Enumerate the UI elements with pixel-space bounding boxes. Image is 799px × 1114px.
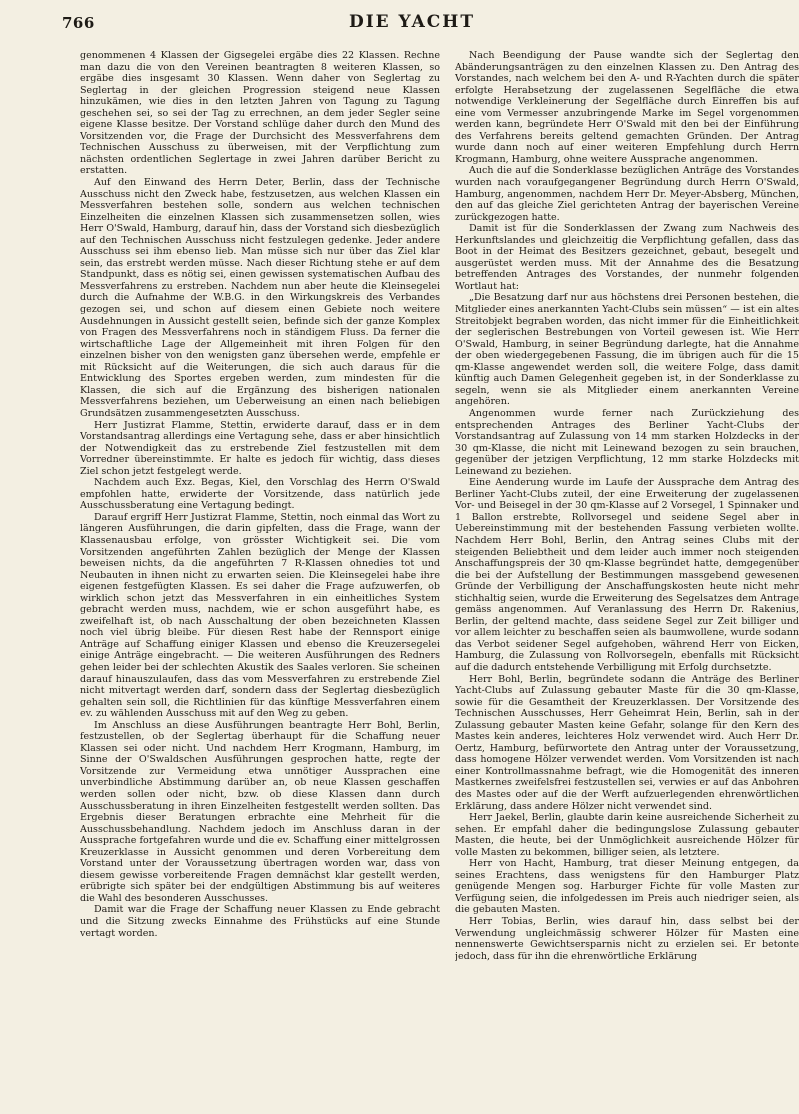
paragraph: Herr von Hacht, Hamburg, trat dieser Meinung entgegen, da seines Erachtens, dass wenigstens für den Hamburger Platz genügende Mengen sog. Harburger Fichte für volle Masten zur Verfügung seien, die infolgedessen im Preis auch niedriger seien, als die gebauten Masten.: [455, 858, 799, 916]
paragraph: Damit war die Frage der Schaffung neuer Klassen zu Ende gebracht und die Sitzung zwecks Einnahme des Frühstücks auf eine Stunde vertagt worden.: [80, 904, 440, 939]
paragraph: Nach Beendigung der Pause wandte sich der Seglertag den Abänderungsanträgen zu den einzelnen Klassen zu. Den Antrag des Vorstandes, nach welchem bei den A- und R-Yachten durch die später erfolgte Herabsetzung der zugelassenen Segelfläche die etwa notwendige Verkleinerung der Segelfläche durch Einreffen bis auf eine vom Vermesser anzubringende Marke im Segel vorgenommen werden kann, begründete Herr O'Swald mit den bei der Einführung des Verfahrens bereits geltend gemachten Gründen. Der Antrag wurde dann noch auf einer weiteren Empfehlung durch Herrn Krogmann, Hamburg, ohne weitere Aussprache angenommen.: [455, 50, 799, 165]
paragraph: Herr Jaekel, Berlin, glaubte darin keine ausreichende Sicherheit zu sehen. Er empfahl daher die bedingungslose Zulassung gebauter Masten, die heute, bei der Unmöglichkeit ausreichende Hölzer für volle Masten zu bekommen, billiger seien, als letztere.: [455, 812, 799, 858]
paragraph: Eine Aenderung wurde im Laufe der Aussprache dem Antrag des Berliner Yacht-Clubs zuteil, der eine Erweiterung der zugelassenen Vor- und Beisegel in der 30 qm-Klasse auf 2 Vorsegel, 1 Spinnaker und 1 Ballon erstrebte, Rollvorsegel und seidene Segel aber in Uebereinstimmung mit der bestehenden Fassung verbieten wollte. Nachdem Herr Bohl, Berlin, den Antrag seines Clubs mit der steigenden Beliebtheit und dem leider auch immer noch steigenden Anschaffungspreis der 30 qm-Klasse begründet hatte, demgegenüber die bei der Aufstellung der Bestimmungen massgebend gewesenen Gründe der Verbilligung der Anschaffungskosten heute nicht mehr stichhaltig seien, wurde die Erweiterung des Segelsatzes dem Antrage gemäss angenommen. Auf Veranlassung des Herrn Dr. Rakenius, Berlin, der geltend machte, dass seidene Segel zur Zeit billiger und vor allem leichter zu beschaffen seien als baumwollene, wurde sodann das Verbot seidener Segel aufgehoben, während Herr von Eicken, Hamburg, die Zulassung von Rollvorsegeln, ebenfalls mit Rücksicht auf die dadurch entstehende Verbilligung mit Erfolg durchsetzte.: [455, 477, 799, 673]
paragraph: Auf den Einwand des Herrn Deter, Berlin, dass der Technische Ausschuss nicht den Zweck habe, festzusetzen, aus welchen Klassen ein Messverfahren bestehen solle, sondern aus welchen technischen Einzelheiten die einzelnen Klassen sich zusammensetzen sollen, wies Herr O'Swald, Hamburg, darauf hin, dass der Vorstand sich diesbezüglich auf den Technischen Ausschuss nicht festzulegen gedenke. Jeder andere Ausschuss sei ihm ebenso lieb. Man müsse sich nur über das Ziel klar sein, das erstrebt werden müsse. Nach dieser Richtung stehe er auf dem Standpunkt, dass es nötig sei, einen gewissen systematischen Aufbau des Messverfahrens zu erstreben. Nachdem nun aber heute die Kleinsegelei durch die Aufnahme der W.B.G. in den Wirkungskreis des Verbandes gezogen sei, und schon auf diesem einen Gebiete noch weitere Ausdehnungen in Aussicht gestellt seien, befinde sich der ganze Komplex von Fragen des Messverfahrens noch in ständigem Fluss. Da ferner die wirtschaftliche Lage der Allgemeinheit mit ihren Folgen für den einzelnen bisher von den wenigsten ganz übersehen werde, empfehle er mit Rücksicht auf die Weiterungen, die sich auch daraus für die Entwicklung des Sportes ergeben werden, zum mindesten für die Klassen, die sich auf die Ergänzung des bisherigen nationalen Messverfahrens beziehen, um Ueberweisung an einen nach beliebigen Grundsätzen zusammengesetzten Ausschuss.: [80, 177, 440, 419]
paragraph: Herr Bohl, Berlin, begründete sodann die Anträge des Berliner Yacht-Clubs auf Zulassung gebauter Maste für die 30 qm-Klasse, sowie für die Gesamtheit der Kreuzerklassen. Der Vorsitzende des Technischen Ausschusses, Herr Geheimrat Hein, Berlin, sah in der Zulassung gebauter Masten keine Gefahr, solange für den Kern des Mastes kein anderes, leichteres Holz verwendet wird. Auch Herr Dr. Oertz, Hamburg, befürwortete den Antrag unter der Voraussetzung, dass homogene Hölzer verwendet werden. Vom Vorsitzenden ist nach einer Kontrollmassnahme befragt, wie die Homogenität des inneren Mastkernes zweifelsfrei festzustellen sei, verwies er auf das Anbohren des Mastes oder auf die der Werft aufzuerlegenden ehrenwörtlichen Erklärung, dass andere Hölzer nicht verwendet sind.: [455, 673, 799, 812]
paragraph: Herr Justizrat Flamme, Stettin, erwiderte darauf, dass er in dem Vorstandsantrag allerdings eine Vertagung sehe, dass er aber hinsichtlich der Notwendigkeit das zu erstrebende Ziel festzustellen mit dem Vorredner übereinstimmte. Er halte es jedoch für wichtig, dass dieses Ziel schon jetzt festgelegt werde.: [80, 419, 440, 477]
paragraph: Auch die auf die Sonderklasse bezüglichen Anträge des Vorstandes wurden nach voraufgegangener Begründung durch Herrn O'Swald, Hamburg, angenommen, nachdem Herr Dr. Meyer-Absberg, München, den auf das gleiche Ziel gerichteten Antrag der bayerischen Vereine zurückgezogen hatte.: [455, 165, 799, 223]
paragraph: Im Anschluss an diese Ausführungen beantragte Herr Bohl, Berlin, festzustellen, ob der Seglertag überhaupt für die Schaffung neuer Klassen sei oder nicht. Und nachdem Herr Krogmann, Hamburg, im Sinne der O'Swaldschen Ausführungen gesprochen hatte, regte der Vorsitzende zur Vermeidung etwa unnötiger Aussprachen eine unverbindliche Abstimmung darüber an, ob neue Klassen geschaffen werden sollen oder nicht, bzw. ob diese Klassen dann durch Ausschussberatung in ihren Einzelheiten festgestellt werden sollten. Das Ergebnis dieser Beratungen erbrachte eine Mehrheit für die Ausschussbehandlung. Nachdem jedoch im Anschluss daran in der Aussprache fortgefahren wurde und die ev. Schaffung einer mittelgrossen Kreuzerklasse in Aussicht genommen und deren Vorbereitung dem Vorstand unter der Voraussetzung übertragen worden war, dass von diesem gewisse vorbereitende Fragen demnächst klar gestellt werden, erübrigte sich später bei der endgültigen Abstimmung bis auf weiteres die Wahl des besonderen Ausschusses.: [80, 719, 440, 904]
page-header: [42, 12, 782, 42]
running-title: DIE YACHT: [348, 12, 476, 32]
right-text-column: [455, 50, 799, 1110]
page-number: 766: [62, 14, 95, 32]
paragraph: genommenen 4 Klassen der Gigsegelei ergäbe dies 22 Klassen. Rechne man dazu die von den Vereinen beantragten 8 weiteren Klassen, so ergäbe dies insgesamt 30 Klassen. Wenn daher von Seglertag zu Seglertag in der gleichen Progression steigend neue Klassen hinzukämen, wie dies in den letzten Jahren von Tagung zu Tagung geschehen sei, so sei der Tag zu errechnen, an dem jeder Segler seine eigene Klasse besitze. Der Vorstand schlüge daher durch den Mund des Vorsitzenden vor, die Frage der Durchsicht des Messverfahrens dem Technischen Ausschuss zu überweisen, mit der Verpflichtung zum nächsten ordentlichen Seglertage in zwei Jahren darüber Bericht zu erstatten.: [80, 50, 440, 177]
paragraph: Angenommen wurde ferner nach Zurückziehung des entsprechenden Antrages des Berliner Yacht-Clubs der Vorstandsantrag auf Zulassung von 14 mm starken Holzdecks in der 30 qm-Klasse, die nicht mit Leinewand bezogen zu sein brauchen, gegenüber der jetzigen Verpflichtung, 12 mm starke Holzdecks mit Leinewand zu beziehen.: [455, 407, 799, 477]
left-text-column: [80, 50, 440, 1110]
paragraph: Darauf ergriff Herr Justizrat Flamme, Stettin, noch einmal das Wort zu längeren Ausführungen, die darin gipfelten, dass die Frage, wann der Klassenausbau erfolge, von grösster Wichtigkeit sei. Die vom Vorsitzenden angeführten Zahlen bezüglich der Menge der Klassen beweisen nichts, da die angeführten 7 R-Klassen ohnedies tot und Neubauten in ihnen nicht zu erwarten seien. Die Kleinsegelei habe ihre eigenen festgefügten Klassen. Es sei daher die Frage aufzuwerfen, ob wirklich schon jetzt das Messverfahren in ein einheitliches System gebracht werden muss, nachdem, wie er schon ausgeführt habe, es zweifelhaft ist, ob nach Ausschaltung der oben bezeichneten Klassen noch viel übrig bleibe. Für diesen Rest habe der Rennsport einige Anträge auf Schaffung einiger Klassen und ebenso die Kreuzersegelei einige Anträge eingebracht. — Die weiteren Ausführungen des Redners gehen leider bei der schlechten Akustik des Saales verloren. Sie scheinen darauf hinauszulaufen, dass das vom Messverfahren zu erstrebende Ziel nicht mitvertagt werden darf, sondern dass der Seglertag diesbezüglich gehalten sein soll, die Richtlinien für das künftige Messverfahren einem ev. zu wählenden Ausschuss mit auf den Weg zu geben.: [80, 511, 440, 720]
paragraph: Damit ist für die Sonderklassen der Zwang zum Nachweis des Herkunftslandes und gleichzeitig die Verpflichtung gefallen, dass das Boot in der Heimat des Besitzers gezeichnet, gebaut, besegelt und ausgerüstet werden muss. Mit der Annahme des die Besatzung betreffenden Antrages des Vorstandes, der nunmehr folgenden Wortlaut hat:: [455, 223, 799, 292]
paragraph: Herr Tobias, Berlin, wies darauf hin, dass selbst bei der Verwendung ungleichmässig schwerer Hölzer für Masten eine nennenswerte Gewichtsersparnis nicht zu erzielen sei. Er betonte jedoch, dass für ihn die ehrenwörtliche Erklärung: [455, 916, 799, 962]
paragraph: „Die Besatzung darf nur aus höchstens drei Personen bestehen, die Mitglieder eines anerkannten Yacht-Clubs sein müssen“ — ist ein altes Streitobjekt begraben worden, das nicht immer für die Einheitlichkeit der seglerischen Bestrebungen von Vorteil gewesen ist. Wie Herr O'Swald, Hamburg, in seiner Begründung darlegte, hat die Annahme der oben wiedergegebenen Fassung, die im übrigen auch für die 15 qm-Klasse angewendet werden soll, die weitere Folge, dass damit künftig auch Damen Gelegenheit gegeben ist, in der Sonderklasse zu segeln, wenn sie als Mitglieder einem anerkannten Vereine angehören.: [455, 292, 799, 408]
paragraph: Nachdem auch Exz. Begas, Kiel, den Vorschlag des Herrn O'Swald empfohlen hatte, erwiderte der Vorsitzende, dass natürlich jede Ausschussberatung eine Vertagung bedingt.: [80, 477, 440, 512]
